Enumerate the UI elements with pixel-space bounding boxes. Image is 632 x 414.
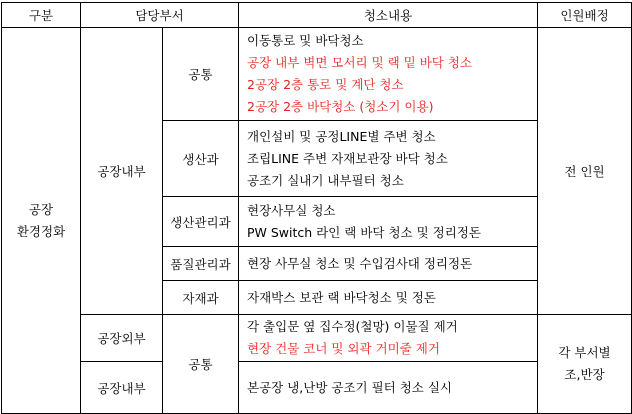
category-cell xyxy=(2,28,81,414)
content-cell xyxy=(239,197,538,247)
header-department: 담당부서 xyxy=(81,3,239,28)
dept-cell: 공통 xyxy=(163,28,239,121)
dept-cell: 생산과 xyxy=(163,121,239,197)
staffing-group-leaders xyxy=(538,315,632,414)
content-line: 현장사무실 청소 xyxy=(247,202,336,218)
header-staffing: 인원배정 xyxy=(538,3,632,28)
content-cell xyxy=(239,28,538,121)
content-cell xyxy=(239,315,538,362)
staffing-all: 전 인원 xyxy=(538,28,632,315)
dept-cell: 품질관리과 xyxy=(163,247,239,281)
content-cell xyxy=(239,121,538,197)
group-inside: 공장내부 xyxy=(81,28,163,315)
content-cell xyxy=(239,362,538,414)
category-line2: 환경정화 xyxy=(16,223,66,239)
table-row xyxy=(2,315,632,362)
staffing-line1: 각 부서별 xyxy=(558,345,611,360)
content-line: 본공장 냉,난방 공조기 필터 청소 실시 xyxy=(247,379,452,395)
category-line1: 공장 xyxy=(28,201,54,217)
content-line: 공조기 실내기 내부필터 청소 xyxy=(247,172,404,188)
staffing-line2: 조,반장 xyxy=(564,367,605,382)
content-line: 개인설비 및 공정LINE별 주변 청소 xyxy=(247,128,436,144)
content-line: 현장 사무실 청소 및 수입검사대 정리정돈 xyxy=(247,255,473,271)
table-row xyxy=(2,28,632,121)
content-line-highlight: 현장 건물 코너 및 외곽 거미줄 제거 xyxy=(247,341,440,356)
content-cell xyxy=(239,247,538,281)
content-line: 자재박스 보관 랙 바닥청소 및 정돈 xyxy=(247,289,436,305)
dept-cell: 공통 xyxy=(163,315,239,414)
group-outside: 공장외부 xyxy=(81,315,163,362)
content-line-highlight: 공장 내부 벽면 모서리 및 랙 밑 바닥 청소 xyxy=(247,55,472,70)
cleaning-table xyxy=(1,2,632,414)
content-line: 조립LINE 주변 자재보관장 바닥 청소 xyxy=(247,150,448,166)
dept-cell: 생산관리과 xyxy=(163,197,239,247)
header-content: 청소내용 xyxy=(239,3,538,28)
content-line: PW Switch 라인 랙 바닥 청소 및 정리정돈 xyxy=(247,224,481,240)
content-line-highlight: 2공장 2층 바닥청소 (청소기 이용) xyxy=(247,99,434,114)
content-line: 각 출입문 옆 집수정(철망) 이물질 제거 xyxy=(247,319,458,334)
group-inside-2: 공장내부 xyxy=(81,362,163,414)
header-category: 구분 xyxy=(2,3,81,28)
dept-cell: 자재과 xyxy=(163,281,239,315)
content-line-highlight: 2공장 2층 통로 및 계단 청소 xyxy=(247,77,404,92)
header-row xyxy=(2,3,632,28)
table-row xyxy=(2,362,632,414)
content-cell xyxy=(239,281,538,315)
content-line: 이동통로 및 바닥청소 xyxy=(247,33,364,48)
